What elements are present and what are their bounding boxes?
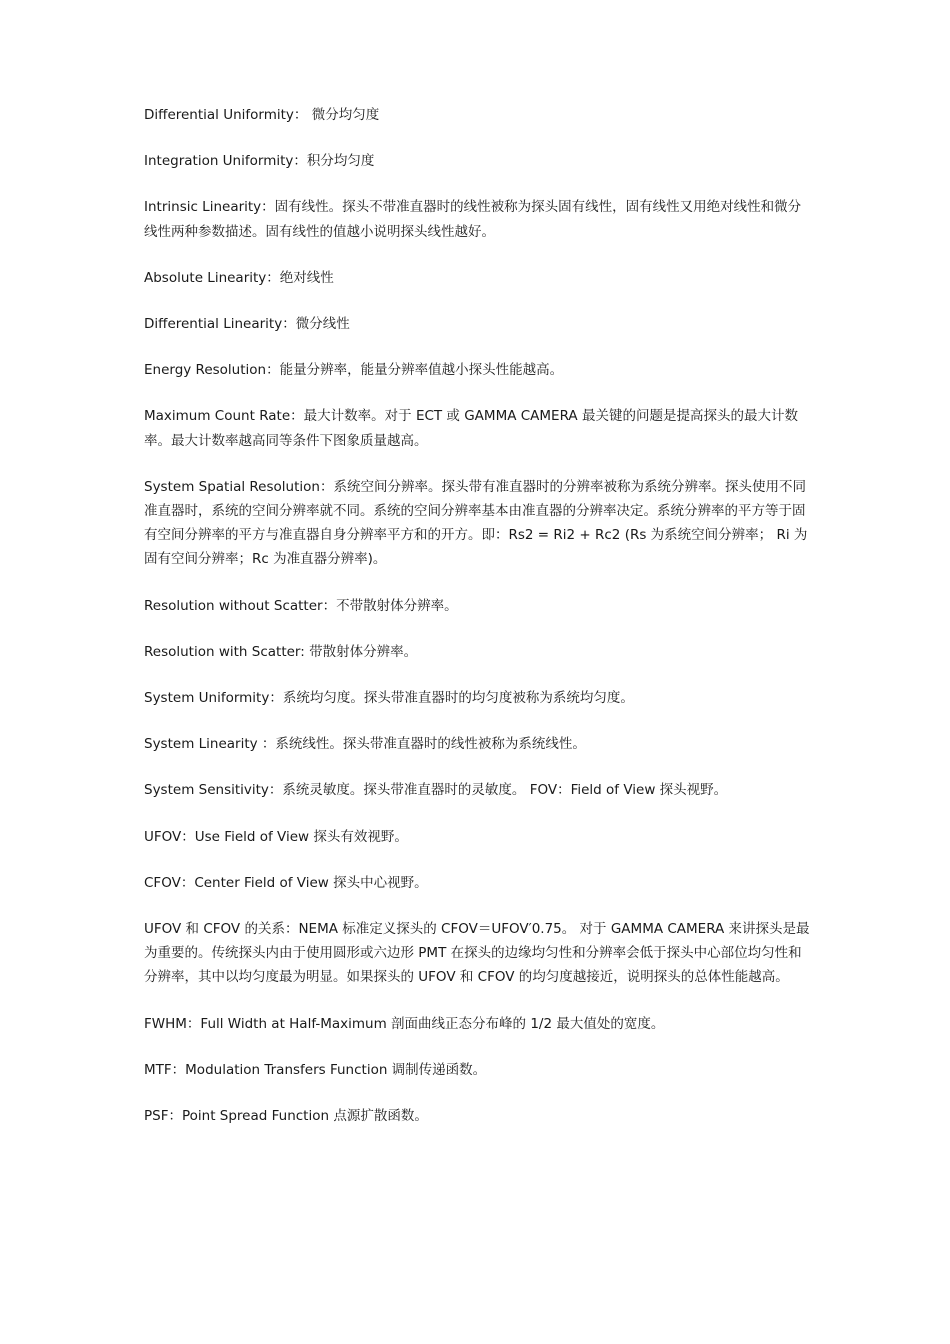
- paragraph-ufov: UFOV：Use Field of View 探头有效视野。: [144, 828, 408, 845]
- paragraph-mtf: MTF：Modulation Transfers Function 调制传递函数。: [144, 1061, 487, 1078]
- paragraph-differential-linearity: Differential Linearity：微分线性: [144, 316, 350, 333]
- paragraph-resolution-without-scatter: Resolution without Scatter：不带散射体分辨率。: [144, 597, 458, 614]
- paragraph-fwhm: FWHM：Full Width at Half-Maximum 剖面曲线正态分布峰的 1/2 最大值处的宽度。: [144, 1015, 665, 1032]
- paragraph-system-sensitivity: System Sensitivity：系统灵敏度。探头带准直器时的灵敏度。 FOV：Field of View 探头视野。: [144, 782, 728, 799]
- document-body: [144, 103, 812, 1150]
- paragraph-system-uniformity: System Uniformity：系统均匀度。探头带准直器时的均匀度被称为系统均匀度。: [144, 690, 634, 707]
- paragraph-cfov: CFOV：Center Field of View 探头中心视野。: [144, 874, 428, 891]
- paragraph-differential-uniformity: Differential Uniformity： 微分均匀度: [144, 107, 380, 123]
- paragraph-maximum-count-rate: Maximum Count Rate：最大计数率。对于 ECT 或 GAMMA CAMERA 最关键的问题是提高探头的最大计数率。最大计数率越高同等条件下图象质量越高。: [144, 408, 798, 449]
- paragraph-integration-uniformity: Integration Uniformity：积分均匀度: [144, 153, 375, 170]
- paragraph-system-spatial-resolution: System Spatial Resolution：系统空间分辨率。探头带有准直器时的分辨率被称为系统分辨率。探头使用不同准直器时，系统的空间分辨率就不同。系统的空间分辨率基本由准直器的分辨率决定。系统分辨率的平方等于固有空间分辨率的平方与准直器自身分辨率平方和的开方。即：Rs2 = Ri2 + Rc2 (Rs 为系统空间分辨率； Ri 为固有空间分辨率；Rc 为准直器分辨率)。: [144, 478, 808, 568]
- paragraph-intrinsic-linearity: Intrinsic Linearity：固有线性。探头不带准直器时的线性被称为探头固有线性，固有线性又用绝对线性和微分线性两种参数描述。固有线性的值越小说明探头线性越好。: [144, 199, 802, 240]
- paragraph-ufov-cfov-relation: UFOV 和 CFOV 的关系：NEMA 标准定义探头的 CFOV＝UFOV′0.75。 对于 GAMMA CAMERA 来讲探头是最为重要的。传统探头内由于使用圆形或六边形 PMT 在探头的边缘均匀性和分辨率会低于探头中心部位均匀性和分辨率，其中以均匀度最为明显。如果探头的 UFOV 和 CFOV 的均匀度越接近，说明探头的总体性能越高。: [144, 921, 810, 986]
- paragraph-system-linearity: System Linearity ：系统线性。探头带准直器时的线性被称为系统线性。: [144, 736, 586, 753]
- paragraph-absolute-linearity: Absolute Linearity：绝对线性: [144, 269, 334, 286]
- paragraph-energy-resolution: Energy Resolution：能量分辨率，能量分辨率值越小探头性能越高。: [144, 362, 564, 379]
- paragraph-psf: PSF：Point Spread Function 点源扩散函数。: [144, 1108, 428, 1125]
- paragraph-resolution-with-scatter: Resolution with Scatter: 带散射体分辨率。: [144, 643, 418, 660]
